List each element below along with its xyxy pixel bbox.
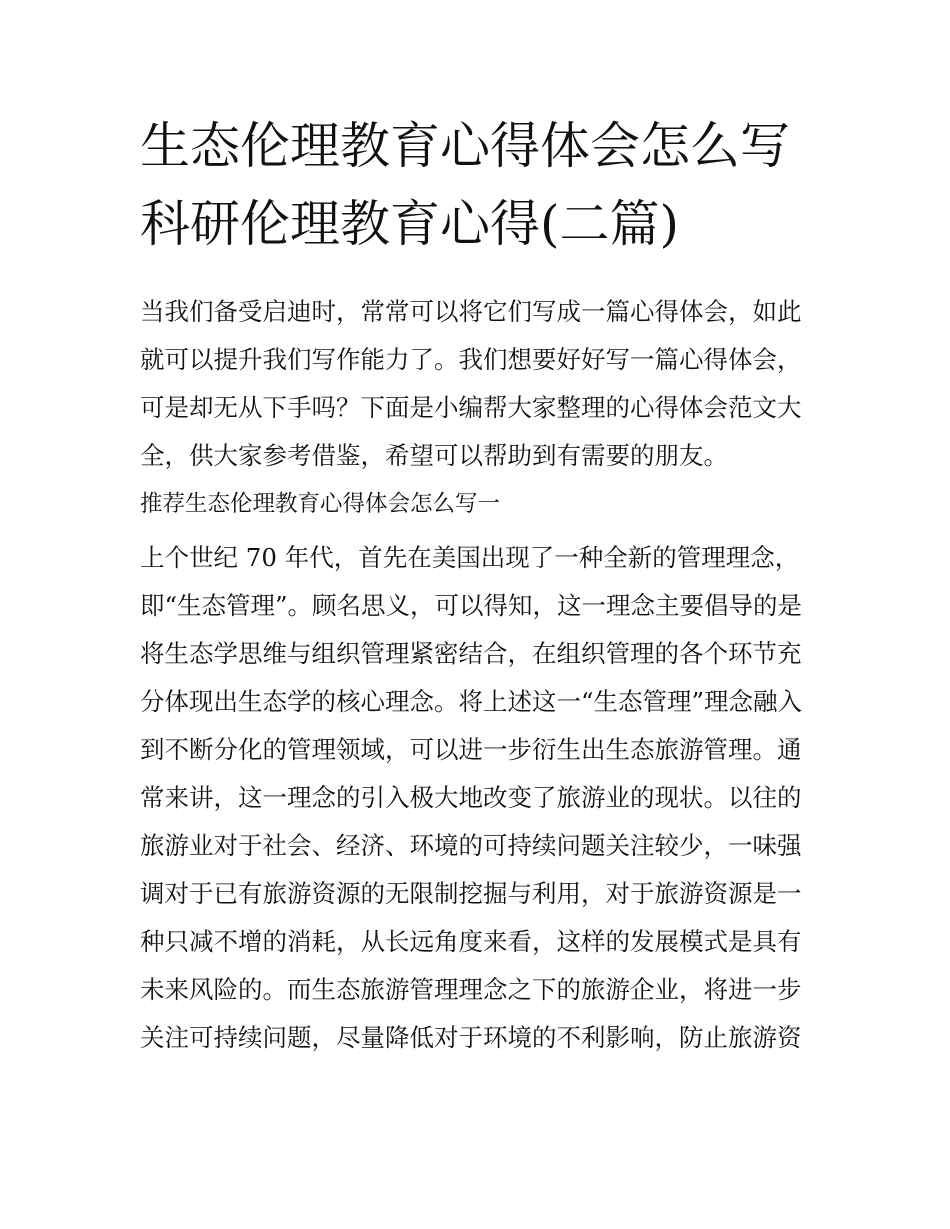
- paragraph-line: 就可以提升我们写作能力了。我们想要好好写一篇心得体会，: [140, 345, 802, 374]
- document-content: [140, 114, 820, 1062]
- paragraph-line: 全，供大家参考借鉴，希望可以帮助到有需要的朋友。: [140, 441, 728, 470]
- paragraph-line: 调对于已有旅游资源的无限制挖掘与利用，对于旅游资源是一: [140, 879, 802, 908]
- paragraph-line: 到不断分化的管理领域，可以进一步衍生出生态旅游管理。通: [140, 735, 802, 764]
- paragraph-line: 当我们备受启迪时，常常可以将它们写成一篇心得体会，如此: [140, 297, 802, 326]
- paragraph-line: 可是却无从下手吗？下面是小编帮大家整理的心得体会范文大: [140, 393, 802, 422]
- paragraph-line: 种只减不增的消耗，从长远角度来看，这样的发展模式是具有: [140, 927, 802, 956]
- paragraph-line: 关注可持续问题，尽量降低对于环境的不利影响，防止旅游资: [140, 1023, 802, 1052]
- paragraph-line: 上个世纪 70 年代，首先在美国出现了一种全新的管理理念，: [140, 543, 800, 572]
- paragraph-line: 未来风险的。而生态旅游管理理念之下的旅游企业，将进一步: [140, 975, 802, 1004]
- body-paragraph: [140, 534, 820, 1062]
- section-heading: 推荐生态伦理教育心得体会怎么写一: [140, 491, 501, 517]
- paragraph-line: 分体现出生态学的核心理念。将上述这一“生态管理”理念融入: [140, 687, 803, 716]
- paragraph-line: 将生态学思维与组织管理紧密结合，在组织管理的各个环节充: [140, 639, 802, 668]
- intro-paragraph: [140, 288, 820, 480]
- paragraph-line: 即“生态管理”。顾名思义，可以得知，这一理念主要倡导的是: [140, 591, 803, 620]
- document-title: [140, 114, 820, 256]
- paragraph-line: 旅游业对于社会、经济、环境的可持续问题关注较少，一味强: [140, 831, 802, 860]
- title-line: 科研伦理教育心得(二篇): [140, 195, 680, 253]
- paragraph-line: 常来讲，这一理念的引入极大地改变了旅游业的现状。以往的: [140, 783, 802, 812]
- title-line: 生态伦理教育心得体会怎么写: [140, 117, 790, 175]
